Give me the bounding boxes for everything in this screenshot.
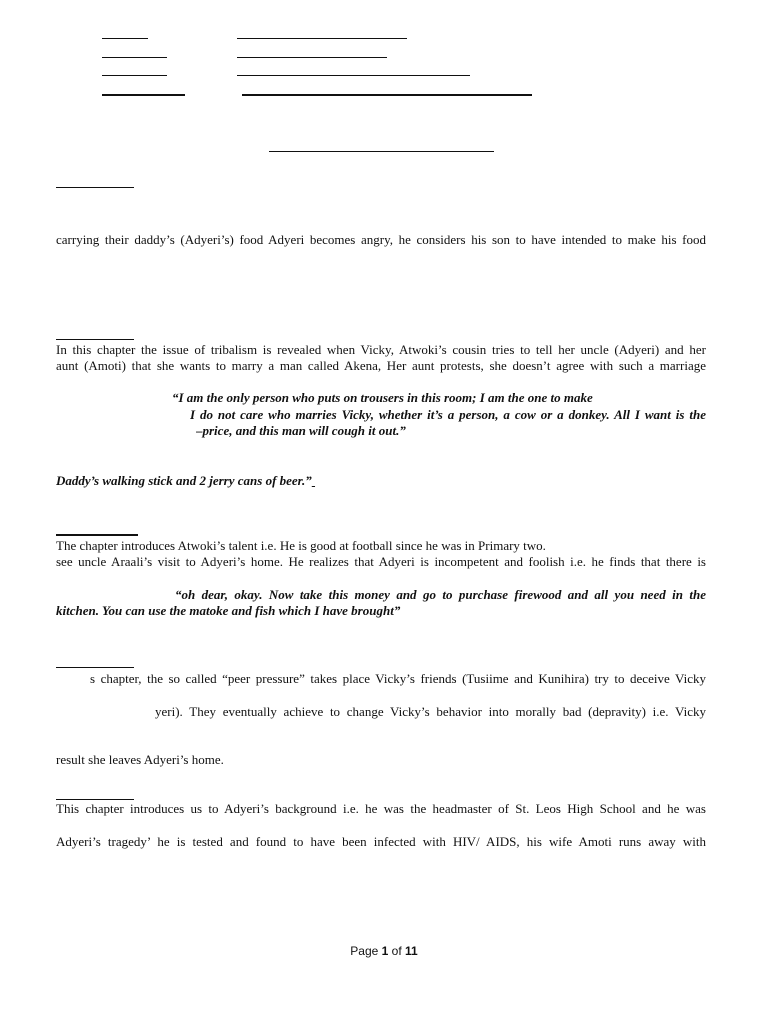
underlined-space [312, 473, 315, 488]
paragraph-line: In this chapter the issue of tribalism is revealed when Vicky, Atwoki’s cousin tries to tell her uncle (Adyeri) and her [56, 342, 706, 357]
quote-line: –price, and this man will cough it out.” [196, 423, 406, 438]
title-rule [269, 151, 494, 152]
section-heading-rule-5 [56, 799, 134, 800]
paragraph-line: This chapter introduces us to Adyeri’s background i.e. he was the headmaster of St. Leos High School and he was [56, 801, 706, 816]
page-number: 1 [381, 944, 389, 958]
header-rule-2a [102, 57, 167, 58]
header-rule-4b [242, 94, 532, 96]
paragraph-line: aunt (Amoti) that she wants to marry a man called Akena, Her aunt protests, she doesn’t agree with such a marriage [56, 358, 706, 373]
section-heading-rule-3 [56, 534, 138, 536]
quote-text: Daddy’s walking stick and 2 jerry cans of beer.” [56, 473, 312, 488]
section-heading-rule-2 [56, 339, 134, 340]
quote-line: “I am the only person who puts on trousers in this room; I am the one to make [172, 390, 593, 405]
quote-line: I do not care who marries Vicky, whether it’s a person, a cow or a donkey. All I want is the [190, 407, 706, 422]
header-rule-1a [102, 38, 148, 39]
header-rule-2b [237, 57, 387, 58]
quote-line: “oh dear, okay. Now take this money and go to purchase firewood and all you need in the [175, 587, 706, 602]
quote-line [56, 473, 706, 488]
header-rule-4a [102, 94, 185, 96]
page-word: Page [350, 944, 379, 958]
page-footer [0, 944, 768, 958]
paragraph-line: s chapter, the so called “peer pressure” takes place Vicky’s friends (Tusiime and Kunihira) try to deceive Vicky [90, 671, 706, 686]
paragraph-line: see uncle Araali’s visit to Adyeri’s home. He realizes that Adyeri is incompetent and foolish i.e. he finds that there is [56, 554, 706, 569]
quote-line: kitchen. You can use the matoke and fish which I have brought” [56, 603, 401, 618]
header-rule-3b [237, 75, 470, 76]
section-heading-rule-4 [56, 667, 134, 668]
header-rule-1b [237, 38, 407, 39]
section-heading-rule-1 [56, 187, 134, 188]
of-word: of [391, 944, 402, 958]
page-total: 11 [405, 944, 418, 958]
paragraph-line: The chapter introduces Atwoki’s talent i.e. He is good at football since he was in Primary two. [56, 538, 546, 553]
paragraph-line: result she leaves Adyeri’s home. [56, 752, 224, 767]
paragraph-line: Adyeri’s tragedy’ he is tested and found to have been infected with HIV/ AIDS, his wife Amoti runs away with [56, 834, 706, 849]
paragraph-line: yeri). They eventually achieve to change Vicky’s behavior into morally bad (depravity) i.e. Vicky [155, 704, 706, 719]
paragraph-line: carrying their daddy’s (Adyeri’s) food Adyeri becomes angry, he considers his son to have intended to make his food [56, 232, 706, 247]
header-rule-3a [102, 75, 167, 76]
